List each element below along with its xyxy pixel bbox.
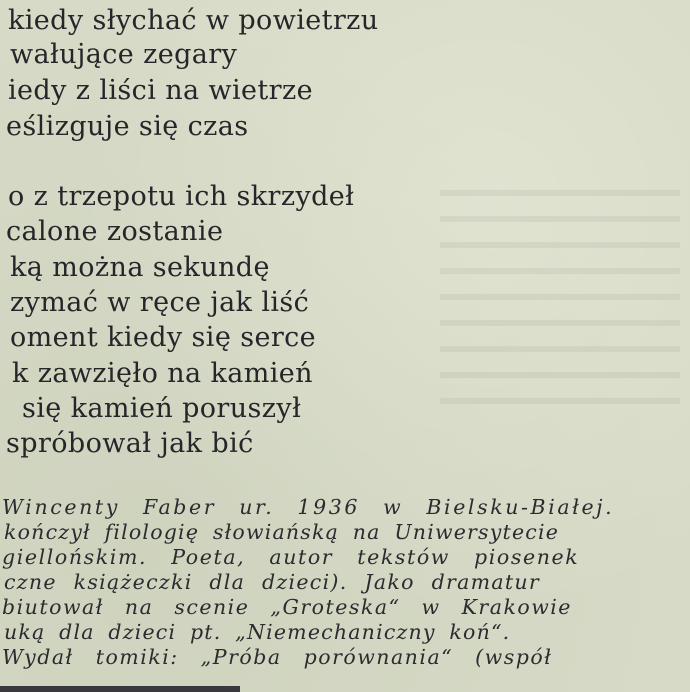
bio-line: Wydał tomiki: „Próba porównania“ (współ [2,645,553,669]
poem-line: zymać w ręce jak liść [10,287,310,318]
poem-line: się kamień poruszył [22,393,302,424]
bio-line: uką dla dzieci pt. „Niemechaniczny koń“. [4,620,511,644]
bio-line: czne książeczki dla dzieci). Jako dramatur [4,570,541,594]
author-biography [0,488,690,692]
poem-line: oment kiedy się serce [10,322,317,353]
scan-edge-bar [0,686,240,692]
poem-line: calone zostanie [6,216,224,247]
poem-line: k zawzięło na kamień [12,358,313,389]
bio-line: kończył filologię słowiańską na Uniwersytecie [4,520,560,544]
poem-line: ką można sekundę [10,252,270,283]
bio-line: Wincenty Faber ur. 1936 w Bielsku-Białej. [2,495,615,519]
poem-line: eślizguje się czas [6,111,249,142]
bio-line: giellońskim. Poeta, autor tekstów piosenek [2,545,580,569]
poem-line: o z trzepotu ich skrzydeł [8,181,355,212]
bio-line: biutował na scenie „Groteska“ w Krakowie [2,595,572,619]
poem-line: spróbował jak bić [6,428,254,459]
poem-line: kiedy słychać w powietrzu [8,5,379,36]
poem-line: iedy z liści na wietrze [8,75,313,106]
poem-line: wałujące zegary [10,39,238,70]
